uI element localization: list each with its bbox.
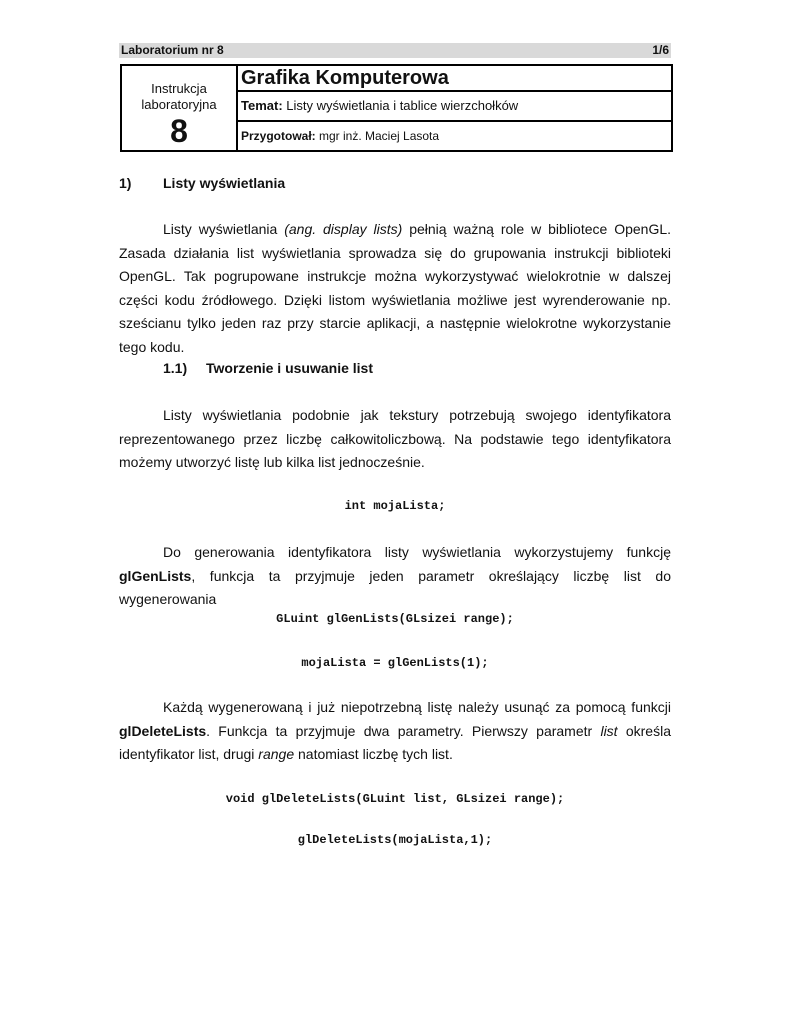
paragraph-text: Do generowania identyfikatora listy wyświetlania wykorzystujemy funkcję [163,544,671,560]
paragraph-4 [119,696,671,767]
param-name: range [258,746,295,763]
paragraph-text: . Funkcja ta przyjmuje dwa parametry. Pierwszy parametr [206,722,601,739]
code-line-4: void glDeleteLists(GLuint list, GLsizei range); [225,792,565,806]
paragraph-3 [119,541,671,612]
topic-text: Listy wyświetlania i tablice wierzchołków [282,98,519,113]
paragraph-text: Każdą wygenerowaną i już niepotrzebną listę należy usunąć za pomocą funkcji [163,699,671,715]
paragraph-text: Listy wyświetlania [163,221,285,237]
section-number: 1) [119,175,132,191]
instruction-label-2: laboratoryjna [141,97,217,112]
function-name: glDeleteLists [119,722,207,739]
paragraph-2 [119,404,671,475]
code-line-2: GLuint glGenLists(GLsizei range); [276,612,514,626]
instruction-label-1: Instrukcja [151,81,207,96]
param-name: list [600,722,618,739]
section-heading-1 [119,175,285,191]
paragraph-text: Listy wyświetlania podobnie jak tekstury potrzebują swojego identyfikatora reprezentowanego przez liczbę całkowitoliczbową. Na podstawie tego identyfikatora możemy utworzyć listę lub kilka list jednocześnie. [119,407,671,471]
author-text: mgr inż. Maciej Lasota [315,129,440,143]
paragraph-text: , funkcja ta przyjmuje jeden parametr określający liczbę list do wygenerowania [119,567,671,608]
page-number: 1/6 [652,43,669,57]
topic-label: Temat: [241,98,283,113]
instruction-cell [122,66,238,150]
author-row [238,122,671,150]
page-header [119,43,671,58]
function-name: glGenLists [119,567,192,584]
paragraph-text: pełnią ważną role w bibliotece OpenGL. Zasada działania list wyświetlania sprowadza się do grupowania instrukcji biblioteki OpenGL. Tak pogrupowane instrukcje można wykorzystywać wielokrotnie w dalszej części kodu źródłowego. Dzięki listom wyświetlania możliwe jest wyrenderowanie np. sześcianu tylko jeden raz przy starcie aplikacji, a następnie wielokrotne wykorzystanie tego kodu. [119,221,672,355]
paragraph-text: określa identyfikator list, drugi [119,722,671,763]
paragraph-italic: (ang. display lists) [284,221,403,237]
paragraph-1 [119,218,671,360]
topic-row [238,92,671,122]
section-title: Listy wyświetlania [163,175,286,191]
instruction-number: 8 [170,113,188,149]
title-info [238,66,671,150]
author-label: Przygotował: [241,129,316,143]
course-title: Grafika Komputerowa [241,67,449,89]
code-line-5: glDeleteLists(mojaLista,1); [297,833,493,847]
course-row [238,66,671,92]
code-line-1: int mojaLista; [344,499,446,513]
paragraph-text: natomiast liczbę tych list. [294,746,453,763]
title-box [120,64,673,152]
subsection-title: Tworzenie i usuwanie list [206,360,373,376]
section-heading-1-1 [163,360,373,376]
subsection-number: 1.1) [163,360,188,376]
code-line-3: mojaLista = glGenLists(1); [301,656,489,670]
lab-number: Laboratorium nr 8 [121,43,224,57]
